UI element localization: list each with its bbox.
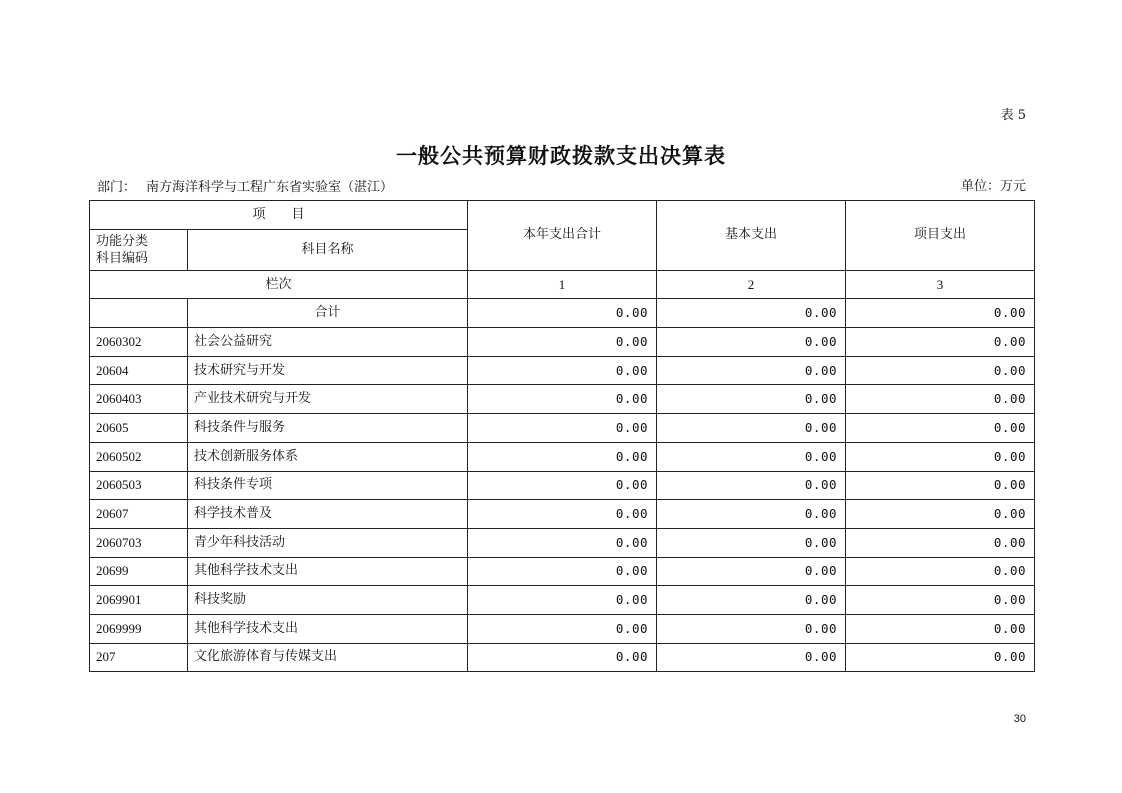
subject-code: 207 <box>90 643 188 672</box>
department-label: 部门： <box>97 180 137 195</box>
amount-project: 0.00 <box>846 414 1035 443</box>
subject-code: 20605 <box>90 414 188 443</box>
subject-code: 20604 <box>90 356 188 385</box>
amount-project: 0.00 <box>846 471 1035 500</box>
table-row <box>90 471 1035 500</box>
table-row <box>90 356 1035 385</box>
amount-basic: 0.00 <box>657 614 846 643</box>
subject-code: 2069999 <box>90 614 188 643</box>
func-code-header: 功能分类 科目编码 <box>90 229 188 270</box>
amount-basic: 0.00 <box>657 356 846 385</box>
amount-project: 0.00 <box>846 442 1035 471</box>
expenditure-table <box>89 200 1035 672</box>
table-row <box>90 500 1035 529</box>
table-row <box>90 643 1035 672</box>
amount-total: 0.00 <box>468 414 657 443</box>
amount-project: 0.00 <box>846 356 1035 385</box>
col-total-header: 本年支出合计 <box>468 201 657 271</box>
amount-total: 0.00 <box>468 442 657 471</box>
amount-project: 0.00 <box>846 328 1035 357</box>
subject-name: 技术创新服务体系 <box>188 442 468 471</box>
subject-code: 2060703 <box>90 528 188 557</box>
amount-basic: 0.00 <box>657 414 846 443</box>
project-header: 项 目 <box>90 201 468 230</box>
col-index-3: 3 <box>846 270 1035 299</box>
page-title: 一般公共预算财政拨款支出决算表 <box>396 143 726 168</box>
index-row <box>90 270 1035 299</box>
amount-total: 0.00 <box>468 500 657 529</box>
subject-name: 其他科学技术支出 <box>188 557 468 586</box>
amount-basic: 0.00 <box>657 586 846 615</box>
total-code-cell <box>90 299 188 328</box>
amount-basic: 0.00 <box>657 471 846 500</box>
col-index-1: 1 <box>468 270 657 299</box>
table-row <box>90 414 1035 443</box>
unit-label: 单位：万元 <box>960 179 1026 194</box>
amount-total: 0.00 <box>468 528 657 557</box>
subject-code: 2069901 <box>90 586 188 615</box>
col-index-2: 2 <box>657 270 846 299</box>
amount-project: 0.00 <box>846 557 1035 586</box>
amount-basic: 0.00 <box>657 557 846 586</box>
amount-project: 0.00 <box>846 528 1035 557</box>
amount-total: 0.00 <box>468 356 657 385</box>
table-row <box>90 528 1035 557</box>
amount-total: 0.00 <box>468 643 657 672</box>
header-row-project <box>90 201 1035 230</box>
subject-code: 2060503 <box>90 471 188 500</box>
subject-name: 其他科学技术支出 <box>188 614 468 643</box>
subject-name: 社会公益研究 <box>188 328 468 357</box>
department-name: 南方海洋科学与工程广东省实验室（湛江） <box>146 180 394 195</box>
amount-total: 0.00 <box>468 614 657 643</box>
col-project-header: 项目支出 <box>846 201 1035 271</box>
subject-name: 技术研究与开发 <box>188 356 468 385</box>
table-number: 表 5 <box>1000 108 1026 123</box>
subject-name: 青少年科技活动 <box>188 528 468 557</box>
table-row <box>90 586 1035 615</box>
subject-name: 文化旅游体育与传媒支出 <box>188 643 468 672</box>
table-row <box>90 557 1035 586</box>
total-amount: 0.00 <box>468 299 657 328</box>
row-index-label: 栏次 <box>90 270 468 299</box>
amount-project: 0.00 <box>846 614 1035 643</box>
subject-name: 科技奖励 <box>188 586 468 615</box>
amount-total: 0.00 <box>468 328 657 357</box>
subject-name: 产业技术研究与开发 <box>188 385 468 414</box>
amount-project: 0.00 <box>846 643 1035 672</box>
department-line <box>97 176 393 195</box>
subject-code: 2060302 <box>90 328 188 357</box>
amount-total: 0.00 <box>468 471 657 500</box>
amount-project: 0.00 <box>846 586 1035 615</box>
amount-basic: 0.00 <box>657 500 846 529</box>
total-row <box>90 299 1035 328</box>
page-number: 30 <box>1013 713 1026 725</box>
subject-code: 20607 <box>90 500 188 529</box>
subject-name-header: 科目名称 <box>188 229 468 270</box>
col-basic-header: 基本支出 <box>657 201 846 271</box>
amount-total: 0.00 <box>468 586 657 615</box>
subject-name: 科学技术普及 <box>188 500 468 529</box>
table-row <box>90 614 1035 643</box>
amount-basic: 0.00 <box>657 385 846 414</box>
amount-project: 0.00 <box>846 385 1035 414</box>
amount-total: 0.00 <box>468 557 657 586</box>
amount-total: 0.00 <box>468 385 657 414</box>
total-basic: 0.00 <box>657 299 846 328</box>
table-row <box>90 328 1035 357</box>
amount-basic: 0.00 <box>657 643 846 672</box>
amount-project: 0.00 <box>846 500 1035 529</box>
amount-basic: 0.00 <box>657 528 846 557</box>
total-label: 合计 <box>188 299 468 328</box>
subject-code: 20699 <box>90 557 188 586</box>
subject-name: 科技条件与服务 <box>188 414 468 443</box>
amount-basic: 0.00 <box>657 328 846 357</box>
amount-basic: 0.00 <box>657 442 846 471</box>
subject-code: 2060403 <box>90 385 188 414</box>
total-project: 0.00 <box>846 299 1035 328</box>
subject-name: 科技条件专项 <box>188 471 468 500</box>
table-row <box>90 385 1035 414</box>
table-row <box>90 442 1035 471</box>
subject-code: 2060502 <box>90 442 188 471</box>
